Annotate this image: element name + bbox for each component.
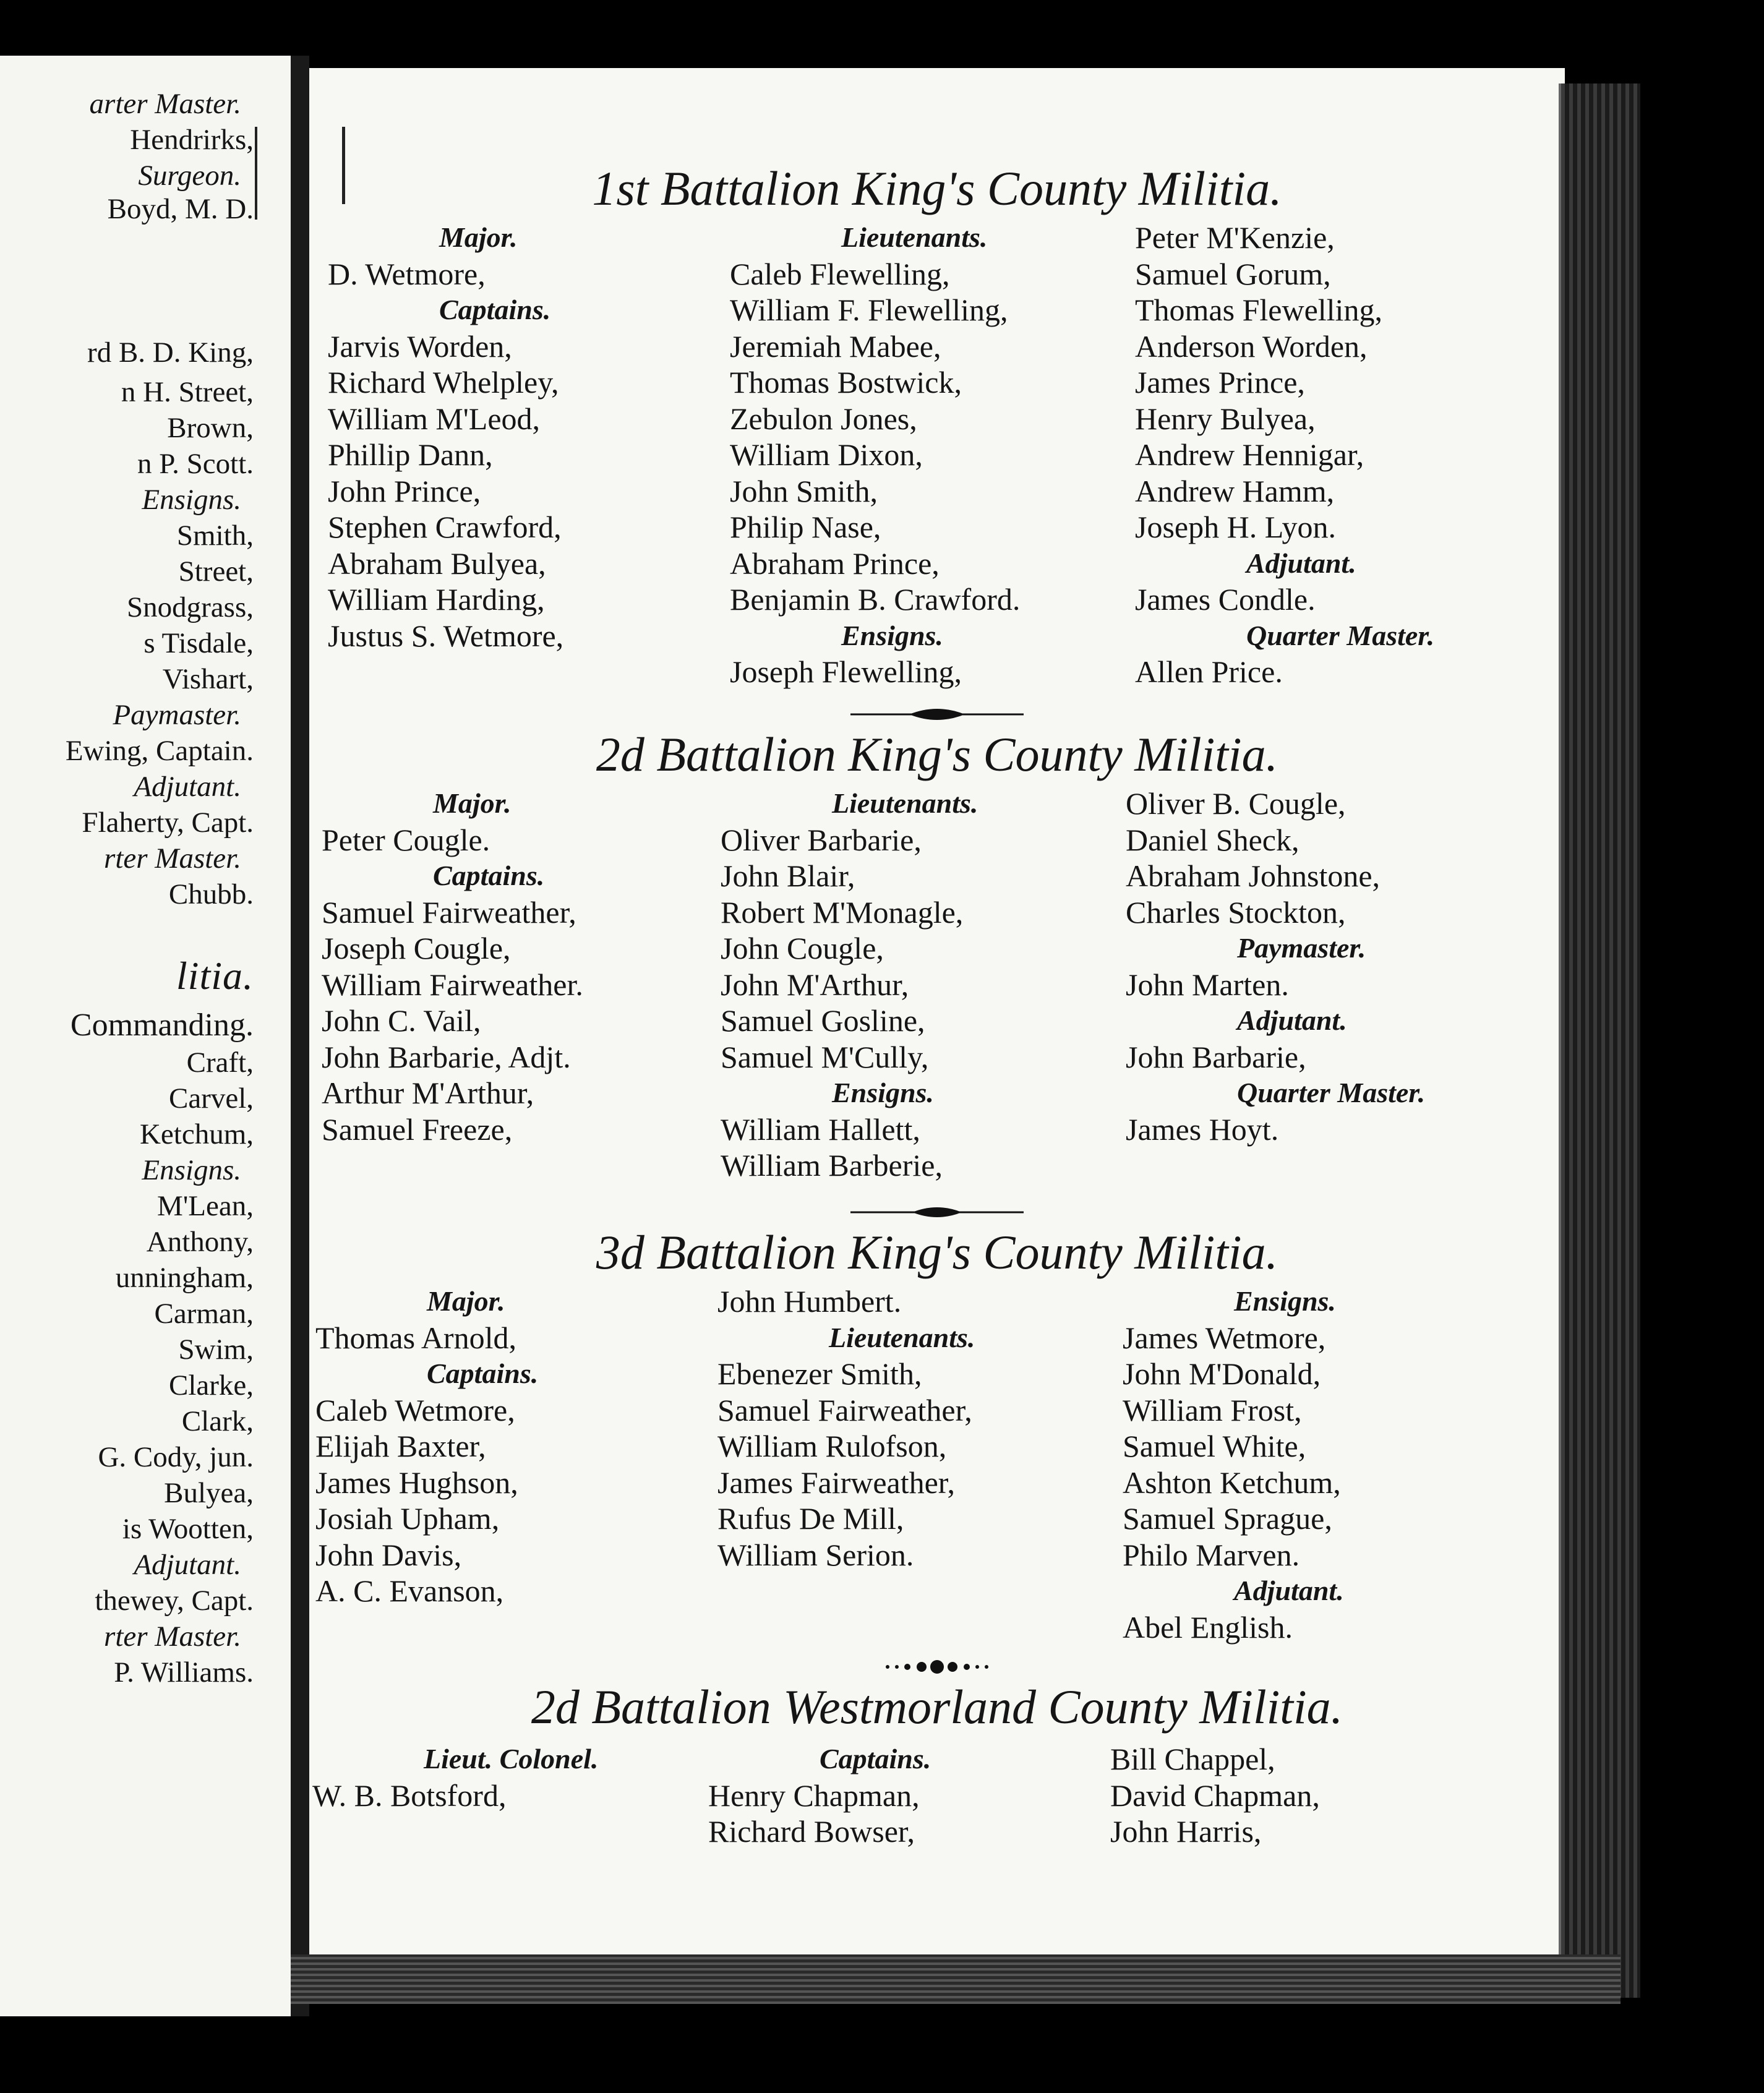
right-page-margin-rule bbox=[342, 127, 345, 204]
officer-name: Carvel, bbox=[168, 1082, 254, 1115]
officer-name: Andrew Hennigar, bbox=[1135, 437, 1364, 472]
officer-name: Henry Bulyea, bbox=[1135, 401, 1316, 436]
rank-heading: Lieutenants. bbox=[832, 787, 978, 819]
officer-name: Anthony, bbox=[146, 1226, 254, 1258]
rank-heading: Ensigns. bbox=[1234, 1285, 1336, 1317]
officer-name: Abel English. bbox=[1123, 1609, 1293, 1645]
officer-name: James Hughson, bbox=[315, 1465, 518, 1500]
officer-name: Swim, bbox=[178, 1333, 254, 1366]
left-page-margin-rule bbox=[255, 127, 257, 220]
officer-name: Abraham Bulyea, bbox=[328, 546, 546, 581]
column-middle bbox=[717, 1283, 975, 1573]
officer-name: Samuel M'Cully, bbox=[721, 1039, 929, 1074]
rank-heading: Captains. bbox=[439, 294, 551, 325]
officer-name: A. C. Evanson, bbox=[315, 1573, 504, 1608]
section-divider-ornament bbox=[309, 702, 1565, 727]
officer-name: William Rulofson, bbox=[717, 1429, 947, 1463]
column-left bbox=[322, 785, 583, 1147]
officer-name: Andrew Hamm, bbox=[1135, 473, 1335, 508]
officer-name: Henry Chapman, bbox=[708, 1778, 920, 1813]
officer-name: Peter M'Kenzie, bbox=[1135, 220, 1335, 255]
officer-name: Oliver B. Cougle, bbox=[1126, 786, 1346, 821]
officer-name: Daniel Sheck, bbox=[1126, 822, 1299, 857]
rank-heading: Major. bbox=[427, 1285, 505, 1317]
officer-name: William Fairweather. bbox=[322, 967, 583, 1002]
officer-name: Philip Nase, bbox=[730, 510, 881, 544]
rank-heading: Ensigns. bbox=[832, 1077, 934, 1108]
officer-name: Thomas Arnold, bbox=[315, 1320, 516, 1355]
column-middle bbox=[730, 220, 1020, 690]
officer-name: Samuel White, bbox=[1123, 1429, 1306, 1463]
officer-name: Robert M'Monagle, bbox=[721, 894, 964, 930]
officer-name: Flaherty, Capt. bbox=[82, 807, 254, 839]
officer-name: Craft, bbox=[186, 1046, 254, 1079]
rank-heading: Paymaster. bbox=[113, 699, 241, 731]
officer-name: Smith, bbox=[176, 520, 254, 552]
officer-name: Richard Bowser, bbox=[708, 1814, 915, 1849]
officer-name: John M'Donald, bbox=[1123, 1356, 1321, 1391]
rank-heading: Adjutant. bbox=[134, 771, 241, 803]
officer-name: John Blair, bbox=[721, 858, 855, 893]
section-title-fragment: litia. bbox=[176, 954, 254, 998]
rank-heading: Ensigns. bbox=[142, 484, 241, 516]
rank-heading: Major. bbox=[433, 787, 512, 819]
officer-name: Hendrirks, bbox=[130, 124, 254, 156]
officer-name: thewey, Capt. bbox=[95, 1585, 254, 1617]
page-stack-edge bbox=[1559, 83, 1640, 1998]
column-right bbox=[1135, 220, 1434, 690]
officer-name: Clarke, bbox=[168, 1369, 254, 1402]
officer-name: William M'Leod, bbox=[328, 401, 541, 436]
officer-name: unningham, bbox=[115, 1262, 254, 1294]
officer-name: John Davis, bbox=[315, 1537, 462, 1572]
officer-name: Richard Whelpley, bbox=[328, 365, 559, 400]
officer-name: Ewing, Captain. bbox=[65, 735, 254, 767]
rank-heading: Lieut. Colonel. bbox=[424, 1743, 599, 1774]
rank-heading: Surgeon. bbox=[138, 160, 241, 192]
officer-name: Commanding. bbox=[70, 1008, 254, 1043]
officer-name: John Barbarie, bbox=[1126, 1039, 1306, 1074]
officer-name: Bill Chappel, bbox=[1110, 1742, 1275, 1776]
officer-name: P. Williams. bbox=[114, 1656, 254, 1689]
rank-heading: Quarter Master. bbox=[1246, 619, 1435, 651]
rank-heading: Ensigns. bbox=[841, 619, 943, 651]
officer-name: Abraham Prince, bbox=[730, 546, 940, 581]
section-title-2d-westmorland: 2d Battalion Westmorland County Militia. bbox=[531, 1680, 1343, 1734]
column-left bbox=[328, 220, 563, 654]
officer-name: Joseph Flewelling, bbox=[730, 654, 962, 689]
rank-heading: rter Master. bbox=[104, 842, 241, 875]
officer-name: James Prince, bbox=[1135, 365, 1305, 400]
officer-name: James Wetmore, bbox=[1123, 1320, 1326, 1355]
officer-name: is Wootten, bbox=[122, 1513, 254, 1545]
officer-name: John Marten. bbox=[1126, 967, 1289, 1002]
rank-heading: arter Master. bbox=[89, 88, 241, 120]
officer-name: James Fairweather, bbox=[717, 1465, 955, 1500]
column-middle bbox=[708, 1741, 931, 1850]
rank-heading: Paymaster. bbox=[1237, 932, 1366, 964]
officer-name: Brown, bbox=[167, 412, 254, 444]
officer-name: Samuel Freeze, bbox=[322, 1111, 513, 1147]
officer-name: Samuel Gorum, bbox=[1135, 256, 1331, 291]
officer-name: Philo Marven. bbox=[1123, 1537, 1300, 1572]
officer-name: Joseph H. Lyon. bbox=[1135, 510, 1336, 544]
rank-heading: Adjutant. bbox=[1246, 547, 1356, 579]
officer-name: John Humbert. bbox=[717, 1284, 902, 1319]
officer-name: Stephen Crawford, bbox=[328, 510, 562, 544]
rank-heading: Adjutant. bbox=[1234, 1575, 1344, 1606]
officer-name: Jarvis Worden, bbox=[328, 328, 512, 364]
rank-heading: Captains. bbox=[433, 860, 545, 891]
officer-name: Allen Price. bbox=[1135, 654, 1283, 689]
officer-name: Ashton Ketchum, bbox=[1123, 1465, 1341, 1500]
officer-name: John Harris, bbox=[1110, 1814, 1262, 1849]
officer-name: William F. Flewelling, bbox=[730, 293, 1008, 327]
officer-name: John M'Arthur, bbox=[721, 967, 909, 1002]
officer-name: John Barbarie, Adjt. bbox=[322, 1039, 571, 1074]
officer-name: John Smith, bbox=[730, 473, 878, 508]
officer-name: William Barberie, bbox=[721, 1148, 943, 1183]
officer-name: John Prince, bbox=[328, 473, 481, 508]
officer-name: Samuel Fairweather, bbox=[322, 894, 576, 930]
rank-heading: Captains. bbox=[427, 1358, 539, 1389]
officer-name: Carman, bbox=[154, 1298, 254, 1330]
officer-name: Jeremiah Mabee, bbox=[730, 328, 941, 364]
officer-name: Samuel Sprague, bbox=[1123, 1501, 1332, 1536]
rank-heading: Major. bbox=[439, 221, 518, 253]
officer-name: Charles Stockton, bbox=[1126, 894, 1346, 930]
officer-name: Samuel Gosline, bbox=[721, 1003, 925, 1038]
officer-name: William Hallett, bbox=[721, 1111, 920, 1147]
officer-name: W. B. Botsford, bbox=[312, 1778, 507, 1813]
officer-name: Phillip Dann, bbox=[328, 437, 493, 472]
officer-name: Boyd, M. D. bbox=[107, 193, 254, 225]
rank-heading: Captains. bbox=[820, 1743, 931, 1774]
officer-name: Street, bbox=[178, 555, 254, 588]
officer-name: John C. Vail, bbox=[322, 1003, 481, 1038]
rank-heading: Lieutenants. bbox=[841, 221, 988, 253]
officer-name: Anderson Worden, bbox=[1135, 328, 1368, 364]
section-title-2d-kings: 2d Battalion King's County Militia. bbox=[596, 727, 1278, 781]
officer-name: n P. Scott. bbox=[137, 448, 254, 480]
column-left bbox=[312, 1741, 598, 1813]
officer-name: Clark, bbox=[181, 1405, 254, 1437]
officer-name: Bulyea, bbox=[164, 1477, 254, 1509]
officer-name: Josiah Upham, bbox=[315, 1501, 500, 1536]
section-divider-ornament bbox=[309, 1654, 1565, 1679]
officer-name: William Harding, bbox=[328, 582, 545, 617]
officer-name: s Tisdale, bbox=[143, 627, 254, 659]
officer-name: Ebenezer Smith, bbox=[717, 1356, 922, 1391]
officer-name: M'Lean, bbox=[157, 1190, 254, 1222]
rank-heading: Adjutant. bbox=[134, 1549, 241, 1581]
officer-name: Abraham Johnstone, bbox=[1126, 858, 1381, 893]
officer-name: rd B. D. King, bbox=[87, 336, 254, 369]
officer-name: David Chapman, bbox=[1110, 1778, 1320, 1813]
officer-name: Justus S. Wetmore, bbox=[328, 618, 564, 653]
officer-name: Snodgrass, bbox=[127, 591, 254, 623]
facing-left-page bbox=[0, 56, 293, 2016]
officer-name: Oliver Barbarie, bbox=[721, 822, 922, 857]
officer-name: Rufus De Mill, bbox=[717, 1501, 904, 1536]
rank-heading: Lieutenants. bbox=[829, 1321, 975, 1353]
section-divider-ornament bbox=[309, 1200, 1565, 1225]
officer-name: Vishart, bbox=[162, 663, 254, 695]
officer-name: n H. Street, bbox=[121, 376, 254, 408]
officer-name: Samuel Fairweather, bbox=[717, 1392, 972, 1427]
officer-name: Joseph Cougle, bbox=[322, 931, 511, 965]
officer-name: Caleb Flewelling, bbox=[730, 256, 950, 291]
officer-name: Thomas Flewelling, bbox=[1135, 293, 1382, 327]
officer-name: Arthur M'Arthur, bbox=[322, 1076, 534, 1110]
column-middle bbox=[721, 785, 978, 1184]
rank-heading: Ensigns. bbox=[142, 1154, 241, 1186]
officer-name: Thomas Bostwick, bbox=[730, 365, 962, 400]
rank-heading: Quarter Master. bbox=[1237, 1077, 1426, 1108]
officer-name: Chubb. bbox=[168, 878, 254, 910]
officer-name: Elijah Baxter, bbox=[315, 1429, 486, 1463]
officer-name: Peter Cougle. bbox=[322, 822, 490, 857]
rank-heading: rter Master. bbox=[104, 1620, 241, 1653]
officer-name: Caleb Wetmore, bbox=[315, 1392, 515, 1427]
officer-name: Benjamin B. Crawford. bbox=[730, 582, 1021, 617]
column-right bbox=[1126, 785, 1425, 1147]
right-page bbox=[309, 68, 1565, 1992]
column-right bbox=[1123, 1283, 1344, 1645]
officer-name: Zebulon Jones, bbox=[730, 401, 917, 436]
page-stack-bottom bbox=[291, 1954, 1621, 2004]
section-title-1st-kings: 1st Battalion King's County Militia. bbox=[592, 161, 1282, 215]
officer-name: Ketchum, bbox=[139, 1118, 254, 1150]
section-title-3d-kings: 3d Battalion King's County Militia. bbox=[596, 1225, 1278, 1279]
column-left bbox=[315, 1283, 538, 1609]
book-gutter bbox=[291, 56, 309, 2016]
officer-name: John Cougle, bbox=[721, 931, 884, 965]
rank-heading: Adjutant. bbox=[1237, 1004, 1347, 1036]
officer-name: William Dixon, bbox=[730, 437, 923, 472]
officer-name: James Hoyt. bbox=[1126, 1111, 1279, 1147]
officer-name: William Serion. bbox=[717, 1537, 914, 1572]
officer-name: James Condle. bbox=[1135, 582, 1316, 617]
officer-name: D. Wetmore, bbox=[328, 256, 486, 291]
officer-name: William Frost, bbox=[1123, 1392, 1302, 1427]
column-right bbox=[1110, 1741, 1320, 1850]
officer-name: G. Cody, jun. bbox=[98, 1441, 254, 1473]
